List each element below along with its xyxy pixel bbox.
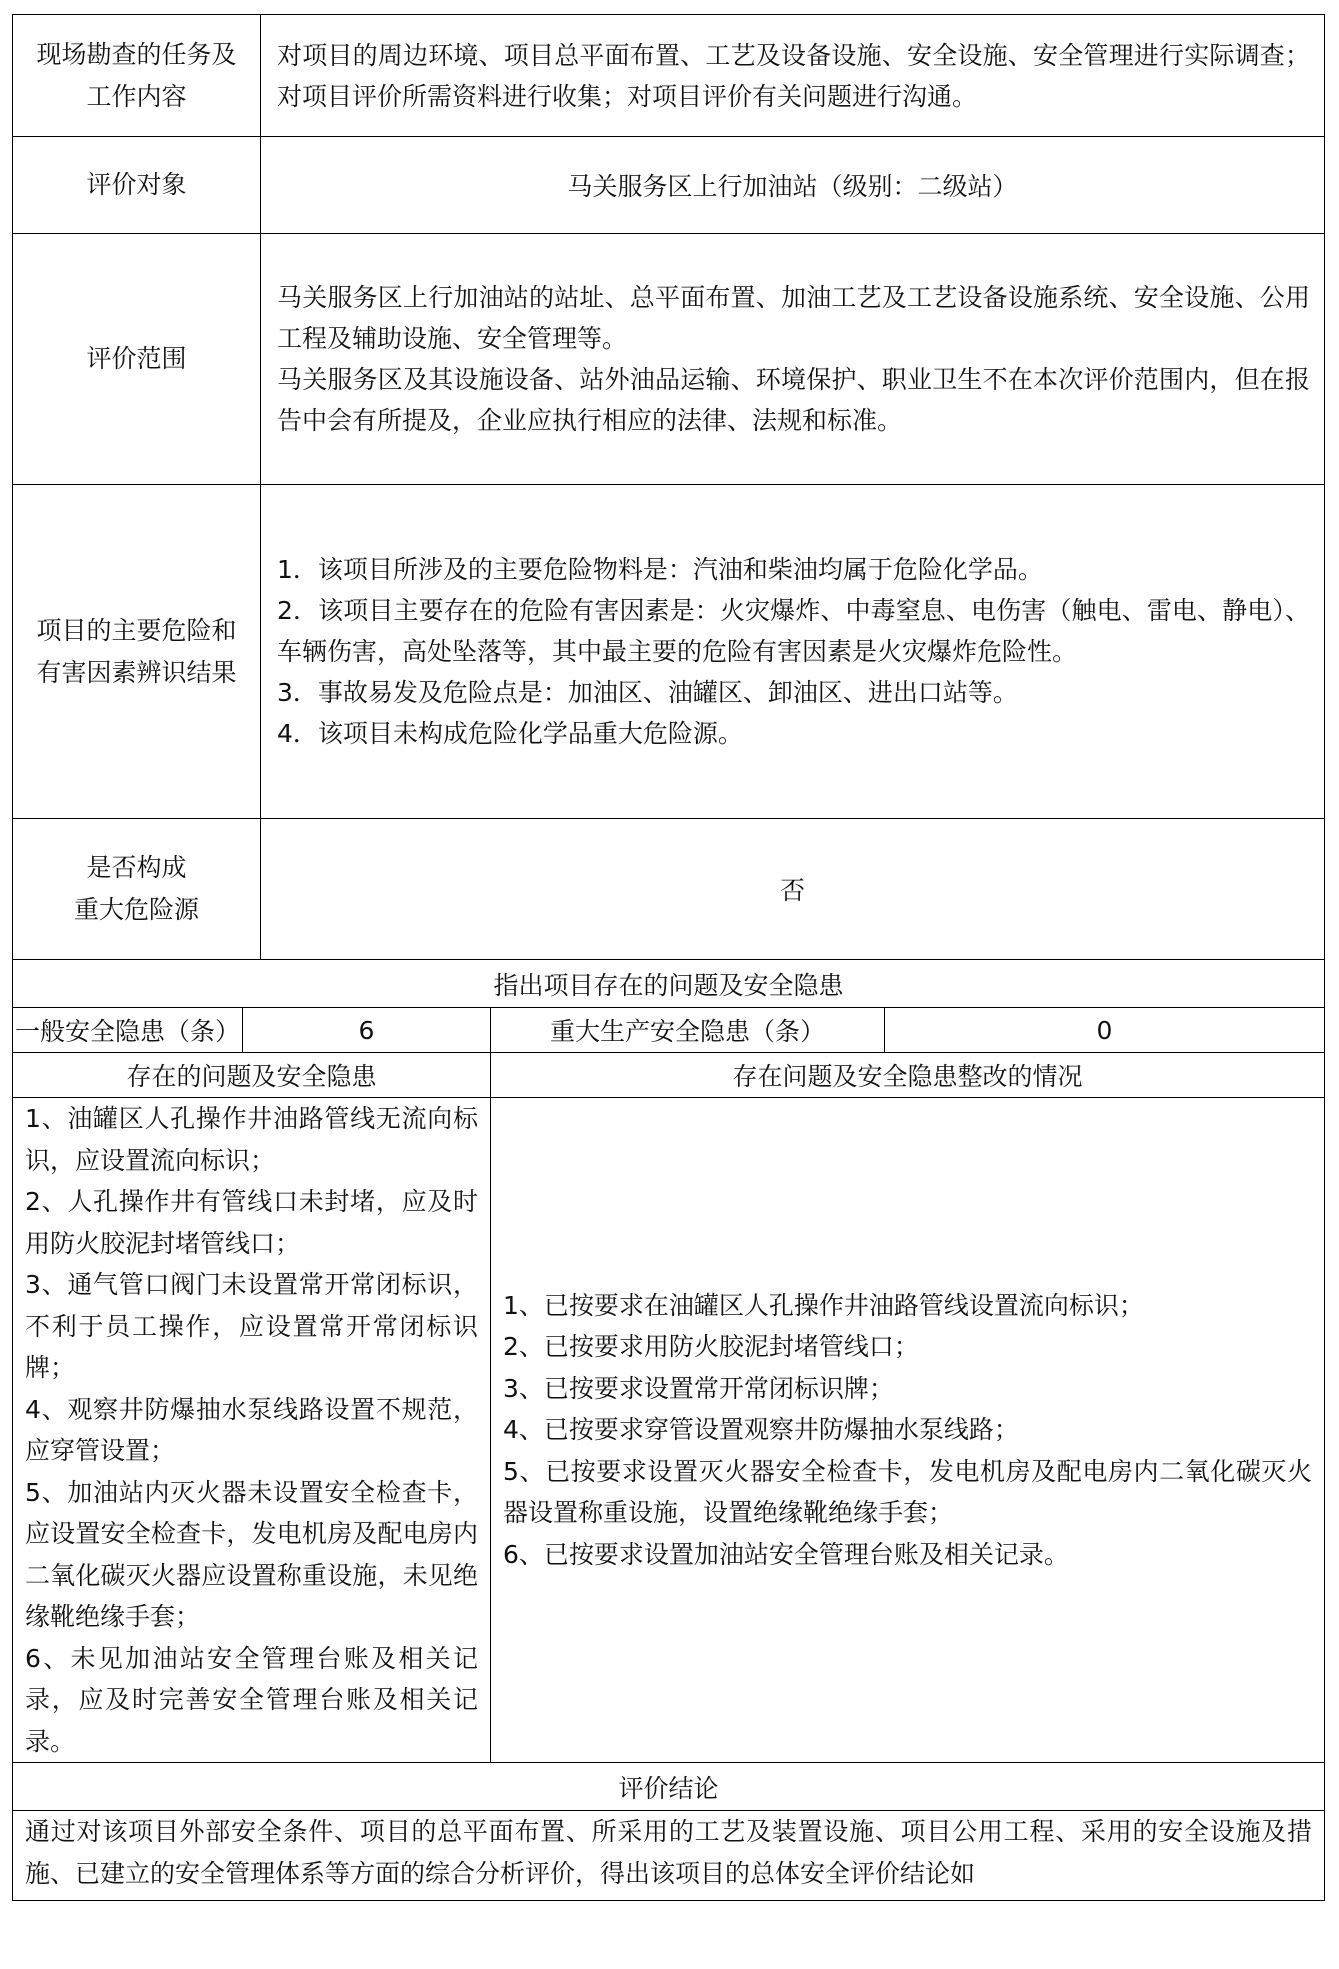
content-major-hazard: 否 <box>261 819 1325 960</box>
row-hazard-counts <box>13 1008 1325 1053</box>
label-line: 是否构成 <box>86 853 187 882</box>
rectification-column-header: 存在问题及安全隐患整改的情况 <box>491 1053 1325 1098</box>
issue-item: 6、未见加油站安全管理台账及相关记录，应及时完善安全管理台账及相关记录。 <box>25 1643 478 1756</box>
paragraph: 对项目的周边环境、项目总平面布置、工艺及设备设施、安全设施、安全管理进行实际调查；对项目评价所需资料进行收集；对项目评价有关问题进行沟通。 <box>277 40 1310 111</box>
hazards-section-title: 指出项目存在的问题及安全隐患 <box>13 960 1325 1008</box>
issue-item: 4、观察井防爆抽水泵线路设置不规范，应穿管设置； <box>25 1394 478 1465</box>
row-evaluation-scope <box>13 234 1325 485</box>
rectification-item: 1、已按要求在油罐区人孔操作井油路管线设置流向标识； <box>503 1290 1144 1320</box>
label-evaluation-object: 评价对象 <box>13 137 261 234</box>
list-item: 3．事故易发及危险点是：加油区、油罐区、卸油区、进出口站等。 <box>277 678 1018 707</box>
label-text: 现场勘查的任务及工作内容 <box>36 39 237 111</box>
list-item: 4．该项目未构成危险化学品重大危险源。 <box>277 719 743 748</box>
row-evaluation-object <box>13 137 1325 234</box>
major-hazard-label: 重大生产安全隐患（条） <box>491 1008 885 1053</box>
content-hazard-identification <box>261 485 1325 819</box>
label-evaluation-scope: 评价范围 <box>13 234 261 485</box>
row-major-hazard <box>13 819 1325 960</box>
general-hazard-label: 一般安全隐患（条） <box>13 1008 243 1053</box>
row-hazards-title <box>13 960 1325 1008</box>
paragraph: 马关服务区上行加油站的站址、总平面布置、加油工艺及工艺设备设施系统、安全设施、公用工程及辅助设施、安全管理等。 <box>277 283 1310 353</box>
content-evaluation-scope <box>261 234 1325 485</box>
issues-column-header: 存在的问题及安全隐患 <box>13 1053 491 1098</box>
list-item: 2．该项目主要存在的危险有害因素是：火灾爆炸、中毒窒息、电伤害（触电、雷电、静电）、车辆伤害，高处坠落等，其中最主要的危险有害因素是火灾爆炸危险性。 <box>277 596 1310 666</box>
rectification-item: 5、已按要求设置灭火器安全检查卡，发电机房及配电房内二氧化碳灭火器设置称重设施，设置绝缘靴绝缘手套； <box>503 1456 1312 1528</box>
general-hazard-count: 6 <box>243 1008 491 1053</box>
rectification-item: 4、已按要求穿管设置观察井防爆抽水泵线路； <box>503 1415 1019 1445</box>
label-text: 项目的主要危险和有害因素辨识结果 <box>36 615 237 687</box>
paragraph: 马关服务区及其设施设备、站外油品运输、环境保护、职业卫生不在本次评价范围内，但在报告中会有所提及，企业应执行相应的法律、法规和标准。 <box>277 365 1310 435</box>
row-hazard-headers <box>13 1053 1325 1098</box>
label-site-survey <box>13 15 261 137</box>
rectification-item: 2、已按要求用防火胶泥封堵管线口； <box>503 1332 919 1362</box>
content-evaluation-object: 马关服务区上行加油站（级别：二级站） <box>261 137 1325 234</box>
label-line: 重大危险源 <box>73 895 199 924</box>
conclusion-section-title: 评价结论 <box>13 1763 1325 1811</box>
issue-item: 1、油罐区人孔操作井油路管线无流向标识，应设置流向标识； <box>25 1104 478 1175</box>
content-site-survey <box>261 15 1325 137</box>
row-hazard-details <box>13 1098 1325 1763</box>
issue-item: 2、人孔操作井有管线口未封堵，应及时用防火胶泥封堵管线口； <box>25 1187 478 1258</box>
document-page <box>12 14 1324 1901</box>
rectification-item: 6、已按要求设置加油站安全管理台账及相关记录。 <box>503 1539 1069 1569</box>
major-hazard-count: 0 <box>885 1008 1325 1053</box>
evaluation-table <box>12 14 1325 1901</box>
row-conclusion-text <box>13 1811 1325 1901</box>
paragraph: 通过对该项目外部安全条件、项目的总平面布置、所采用的工艺及装置设施、项目公用工程、采用的安全设施及措施、已建立的安全管理体系等方面的综合分析评价，得出该项目的总体安全评价结论如 <box>25 1817 1312 1888</box>
row-site-survey <box>13 15 1325 137</box>
issue-item: 5、加油站内灭火器未设置安全检查卡，应设置安全检查卡，发电机房及配电房内二氧化碳灭火器应设置称重设施，未见绝缘靴绝缘手套； <box>25 1477 478 1631</box>
conclusion-text <box>13 1811 1325 1901</box>
list-item: 1．该项目所涉及的主要危险物料是：汽油和柴油均属于危险化学品。 <box>277 555 1043 584</box>
rectification-item: 3、已按要求设置常开常闭标识牌； <box>503 1373 894 1403</box>
label-major-hazard <box>13 819 261 960</box>
label-hazard-identification <box>13 485 261 819</box>
rectifications-list <box>491 1098 1325 1763</box>
row-hazard-identification <box>13 485 1325 819</box>
row-conclusion-title <box>13 1763 1325 1811</box>
issue-item: 3、通气管口阀门未设置常开常闭标识，不利于员工操作，应设置常开常闭标识牌； <box>25 1270 478 1382</box>
issues-list <box>13 1098 491 1763</box>
